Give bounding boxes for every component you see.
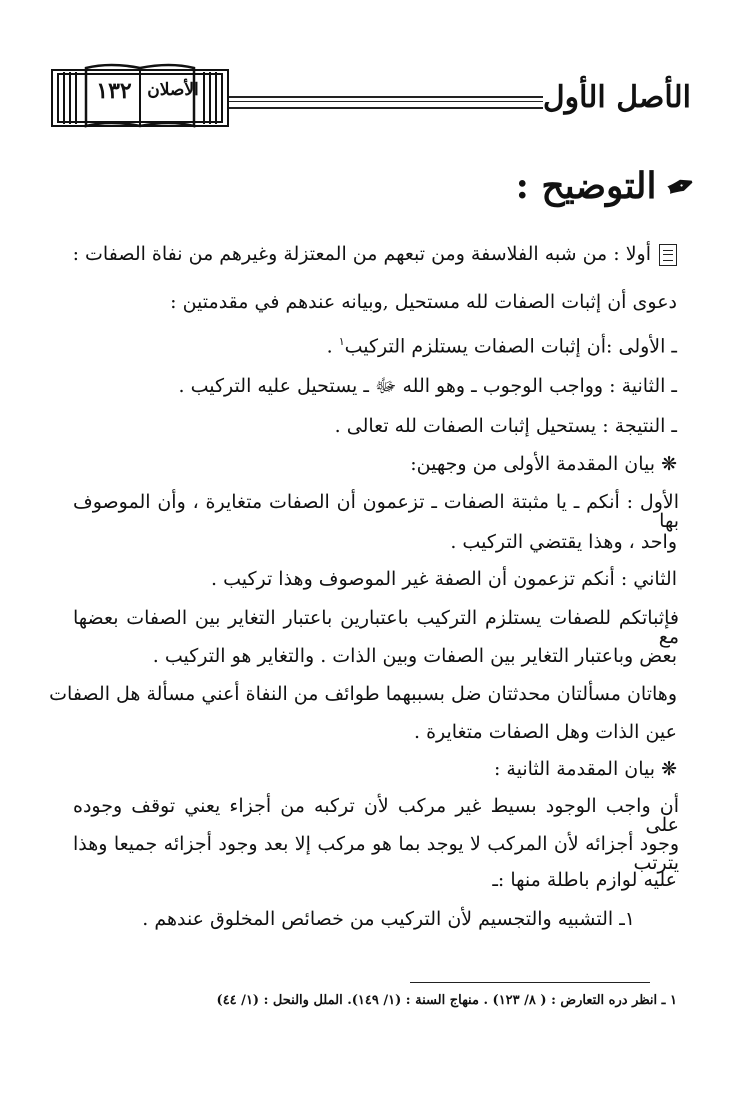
list-item-1: ١ـ التشبيه والتجسيم لأن التركيب من خصائص المخلوق عندهم . <box>142 908 635 930</box>
footnote: ١ ـ انظر دره التعارض : ( ٨/ ١٢٣) . منهاج السنة : (١/ ١٤٩). الملل والنحل : (١/ ٤٤) <box>216 993 677 1008</box>
quill-icon: ✒ <box>660 163 701 211</box>
premise-1-text: ـ الأولى :أن إثبات الصفات يستلزم التركيب <box>344 335 677 358</box>
para-2-line-a: وهاتان مسألتان محدثتان ضل بسببهما طوائف من النفاة أعني مسألة هل الصفات <box>49 683 677 705</box>
point-1-text: أولا : من شبه الفلاسفة ومن تبعهم من المعتزلة وغيرهم من نفاة الصفات : <box>72 243 651 265</box>
premise-2: ـ الثانية : وواجب الوجوب ـ وهو الله ﷻ ـ يستحيل عليه التركيب . <box>178 375 677 397</box>
para-3-line-c: عليه لوازم باطلة منها :ـ <box>492 869 677 891</box>
second-premise-heading: ❋ بيان المقدمة الثانية : <box>493 758 677 780</box>
aspect-2: الثاني : أنكم تزعمون أن الصفة غير الموصوف وهذا تركيب . <box>210 568 677 590</box>
chapter-title: الأصل الأول <box>542 80 691 115</box>
point-1 <box>73 244 677 266</box>
first-premise-heading: ❋ بيان المقدمة الأولى من وجهين: <box>410 453 677 475</box>
section-heading-text: التوضيح : <box>515 165 657 207</box>
section-heading <box>515 163 701 211</box>
footnote-divider <box>410 982 650 983</box>
para-1-line-b: بعض وباعتبار التغاير بين الصفات وبين الذات . والتغاير هو التركيب . <box>152 645 677 667</box>
footnote-ref: ١ <box>338 335 345 348</box>
header-rule <box>228 96 543 109</box>
para-2-line-b: عين الذات وهل الصفات متغايرة . <box>414 721 677 743</box>
premise-1-end: . <box>326 335 339 358</box>
page-number: ١٣٢ <box>96 78 132 104</box>
aspect-1-line-b: واحد ، وهذا يقتضي التركيب . <box>450 531 677 553</box>
book-title: الأصلان <box>147 80 199 100</box>
para-3-line-b: وجود أجزائه لأن المركب لا يوجد بما هو مركب إلا بعد وجود أجزائه جميعا وهذا يترتب <box>73 833 679 874</box>
note-icon <box>659 244 677 266</box>
premise-1 <box>327 336 677 356</box>
para-3-line-a: أن واجب الوجود بسيط غير مركب لأن تركبه من أجزاء يعني توقف وجوده على <box>73 795 679 836</box>
claim-line: دعوى أن إثبات الصفات لله مستحيل ,وبيانه عندهم في مقدمتين : <box>170 291 677 313</box>
aspect-1-line-a: الأول : أنكم ـ يا مثبتة الصفات ـ تزعمون أن الصفات متغايرة ، وأن الموصوف بها <box>73 491 679 532</box>
conclusion: ـ النتيجة : يستحيل إثبات الصفات لله تعالى . <box>334 415 677 437</box>
para-1-line-a: فإثباتكم للصفات يستلزم التركيب باعتبارين باعتبار التغاير بين الصفات بعضها مع <box>73 607 679 648</box>
